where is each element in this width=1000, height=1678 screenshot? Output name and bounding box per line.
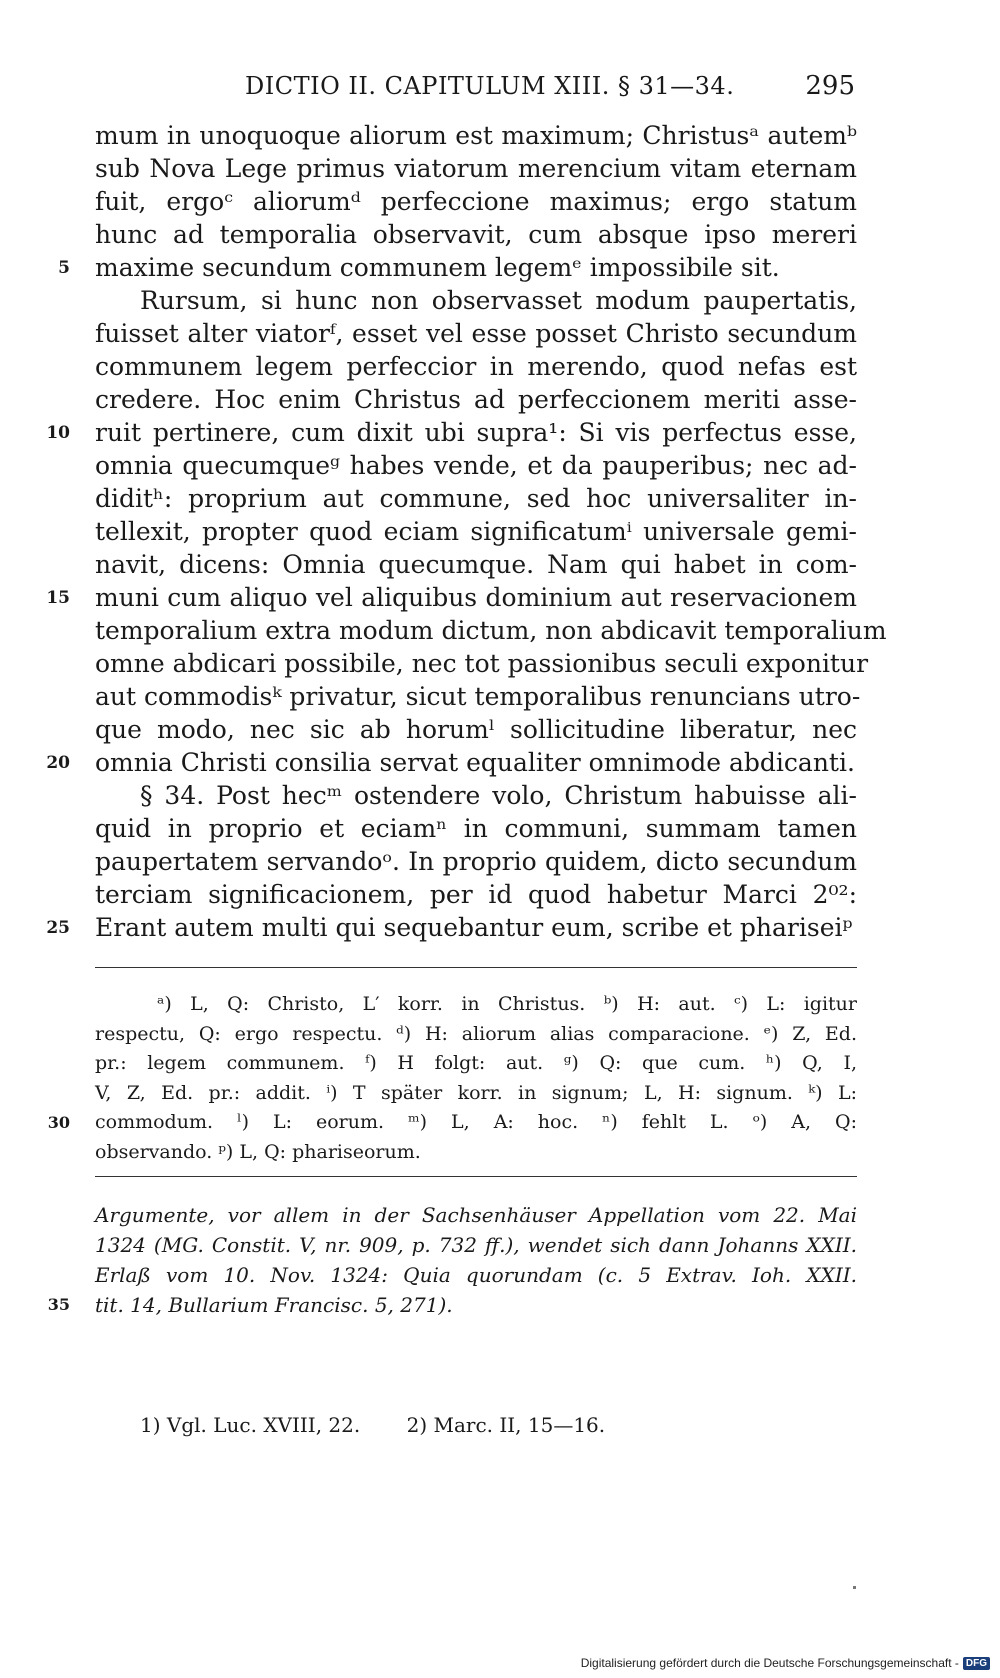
- reference-note: 2) Marc. II, 15—16.: [406, 1413, 606, 1437]
- text-line: Rursum, si hunc non observasset modum paupertatis,: [140, 286, 857, 315]
- text-line: aut commodisᵏ privatur, sicut temporalibus renuncians utro-: [95, 682, 861, 711]
- digitization-footer: [581, 1653, 990, 1673]
- apparatus-line: respectu, Q: ergo respectu. ᵈ) H: aliorum alias comparacione. ᵉ) Z, Ed.: [95, 1022, 857, 1045]
- line-number: 25: [46, 918, 70, 938]
- apparatus-divider: [95, 967, 857, 968]
- line-number: 20: [46, 753, 70, 773]
- text-line: que modo, nec sic ab horumˡ sollicitudine liberatur, nec: [95, 715, 857, 744]
- text-line: hunc ad temporalia observavit, cum absque ipso mereri: [95, 220, 857, 249]
- text-line: communem legem perfeccior in merendo, quod nefas est: [95, 352, 857, 381]
- text-line: navit, dicens: Omnia quecumque. Nam qui habet in com-: [95, 550, 857, 579]
- reference-note: 1) Vgl. Luc. XVIII, 22.: [140, 1413, 361, 1437]
- apparatus-line: V, Z, Ed. pr.: addit. ⁱ) T später korr. in signum; L, H: signum. ᵏ) L:: [95, 1081, 857, 1104]
- text-line: credere. Hoc enim Christus ad perfeccionem meriti asse-: [95, 385, 857, 414]
- apparatus-line: ᵃ) L, Q: Christo, L′ korr. in Christus. ᵇ) H: aut. ᶜ) L: igitur: [157, 993, 857, 1015]
- apparatus-line: commodum. ˡ) L: eorum. ᵐ) L, A: hoc. ⁿ) fehlt L. ᵒ) A, Q:: [95, 1111, 857, 1133]
- text-line: temporalium extra modum dictum, non abdicavit temporalium: [95, 616, 887, 645]
- commentary-line: Erlaß vom 10. Nov. 1324: Quia quorundam (c. 5 Extrav. Ioh. XXII.: [95, 1263, 857, 1287]
- text-line: muni cum aliquo vel aliquibus dominium aut reservacionem: [95, 583, 857, 612]
- text-line: diditʰ: proprium aut commune, sed hoc universaliter in-: [95, 484, 857, 513]
- line-number: 5: [58, 258, 70, 278]
- text-line: sub Nova Lege primus viatorum merencium vitam eternam: [95, 154, 857, 183]
- line-number: 30: [47, 1113, 70, 1132]
- text-line: ruit pertinere, cum dixit ubi supra¹: Si vis perfectus esse,: [95, 418, 857, 447]
- text-line: tellexit, propter quod eciam significatumⁱ universale gemi-: [95, 517, 857, 546]
- text-line: mum in unoquoque aliorum est maximum; Christusᵃ autemᵇ: [95, 121, 857, 150]
- apparatus-line: observando. ᵖ) L, Q: phariseorum.: [95, 1140, 421, 1163]
- print-speck: [853, 1586, 856, 1589]
- page-number: 295: [805, 71, 855, 101]
- text-line: quid in proprio et eciamⁿ in communi, summam tamen: [95, 814, 857, 843]
- commentary-line: 1324 (MG. Constit. V, nr. 909, p. 732 ff.), wendet sich dann Johanns XXII.: [95, 1233, 857, 1257]
- line-number: 15: [46, 588, 70, 608]
- text-line: terciam significacionem, per id quod habetur Marci 2⁰²:: [95, 880, 857, 909]
- reference-notes: [140, 1410, 645, 1440]
- text-line: omnia quecumqueᵍ habes vende, et da pauperibus; nec ad-: [95, 451, 857, 480]
- text-line: maxime secundum communem legemᵉ impossibile sit.: [95, 253, 780, 282]
- line-number: 10: [46, 423, 70, 443]
- commentary-divider: [95, 1176, 857, 1177]
- text-line: fuit, ergoᶜ aliorumᵈ perfeccione maximus; ergo statum: [95, 187, 857, 216]
- footer-text: Digitalisierung gefördert durch die Deutsche Forschungsgemeinschaft -: [580, 1656, 959, 1670]
- text-line: omnia Christi consilia servat equaliter omnimode abdicanti.: [95, 748, 855, 777]
- running-head-title: DICTIO II. CAPITULUM XIII. § 31—34.: [245, 72, 735, 100]
- running-head: [95, 66, 855, 106]
- text-line: § 34. Post hecᵐ ostendere volo, Christum habuisse ali-: [140, 781, 857, 810]
- commentary-line: tit. 14, Bullarium Francisc. 5, 271).: [95, 1293, 453, 1317]
- text-line: fuisset alter viatorᶠ, esset vel esse posset Christo secundum: [95, 319, 857, 348]
- text-line: paupertatem servandoᵒ. In proprio quidem, dicto secundum: [95, 847, 857, 876]
- line-number: 35: [47, 1295, 70, 1314]
- dfg-logo-icon: DFG: [963, 1657, 990, 1670]
- text-line: Erant autem multi qui sequebantur eum, scribe et phariseiᵖ: [95, 913, 853, 942]
- commentary-line: Argumente, vor allem in der Sachsenhäuser Appellation vom 22. Mai: [95, 1203, 857, 1227]
- text-line: omne abdicari possibile, nec tot passionibus seculi exponitur: [95, 649, 869, 678]
- apparatus-line: pr.: legem communem. ᶠ) H folgt: aut. ᵍ) Q: que cum. ʰ) Q, I,: [95, 1052, 857, 1074]
